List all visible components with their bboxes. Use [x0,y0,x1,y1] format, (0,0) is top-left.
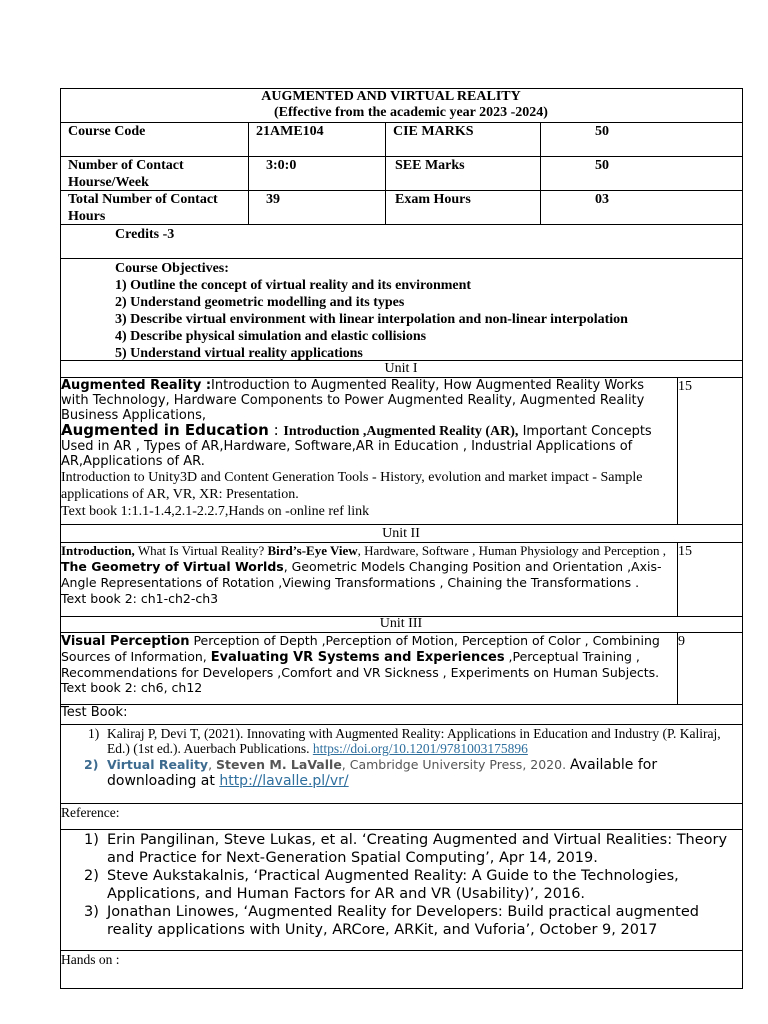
cie-marks-label: CIE MARKS [393,124,474,139]
reference-item: 2) Steve Aukstakalnis, ‘Practical Augmented Reality: A Guide to the Technologies, Applications, and Human Factors for AR and VR (Usability)’, 2016. [84,868,679,902]
total-contact-hours-label: Total Number of Contact Hours [68,192,218,224]
unit-1-heading: Augmented Reality : [61,378,212,393]
unit-3-textbook-ref: Text book 2: ch6, ch12 [61,680,203,695]
cie-marks-value: 50 [595,124,609,139]
unit-3-subheading: Evaluating VR Systems and Experiences [210,650,505,665]
unit-2-title: Unit II [382,526,420,541]
see-marks-label: SEE Marks [395,158,465,173]
textbook-item-1: 1) Kaliraj P, Devi T, (2021). Innovating with Augmented Reality: Applications in Education and Industry (P. Kaliraj, Ed.) (1st ed.). Auerbach Publications. https://doi.org/10.1201/9781003175896 [88,726,721,756]
unit-1-paragraph: Introduction to Unity3D and Content Generation Tools - History, evolution and market impact - Sample applications of AR, VR, XR: Presentation. [61,470,643,502]
exam-hours-value: 03 [595,192,609,207]
course-header [60,88,742,121]
doi-link[interactable]: https://doi.org/10.1201/9781003175896 [312,741,528,756]
objective-item: 3) Describe virtual environment with linear interpolation and non-linear interpolation [115,312,628,327]
reference-list [84,831,740,939]
unit-2-heading: Introduction, [61,543,135,558]
contact-hours-week-value: 3:0:0 [266,158,297,173]
textbook-heading: Test Book: [61,705,128,720]
unit-3-title: Unit III [379,616,423,631]
unit-1-paragraph: Augmented Reality :Introduction to Augmented Reality, How Augmented Reality Works with Technology, Hardware Components to Power Augmented Reality, Augmented Reality Business Applications, [61,378,645,423]
reference-heading: Reference: [61,805,120,820]
see-marks-value: 50 [595,158,609,173]
objective-item: 2) Understand geometric modelling and its types [115,295,405,310]
objectives-heading: Course Objectives: [115,261,229,276]
course-subtitle: (Effective from the academic year 2023 -2024) [274,105,548,120]
course-objectives [115,260,735,362]
hands-on-label: Hands on : [61,952,120,967]
unit-1-hours: 15 [678,379,692,394]
reference-item: 1) Erin Pangilinan, Steve Lukas, et al. ‘Creating Augmented and Virtual Realities: Theory and Practice for Next-Generation Spatial Computing’, Apr 14, 2019. [84,832,728,866]
objective-item: 4) Describe physical simulation and elastic collisions [115,329,427,344]
unit-1-content [61,378,675,520]
unit-3-paragraph: Visual Perception Perception of Depth ,Perception of Motion, Perception of Color , Combining Sources of Information, Evaluating VR Systems and Experiences ,Perceptual Training , Recommendations for Developers ,Comfort and VR Sickness , Experiments on Human Subjects. [61,633,660,680]
reference-item: 3) Jonathan Linowes, ‘Augmented Reality for Developers: Build practical augmented reality applications with Unity, ARCore, ARKit, and Vuforia’, October 9, 2017 [84,904,699,938]
unit-2-subheading: The Geometry of Virtual Worlds [61,559,284,574]
unit-1-subheading: Augmented in Education [61,421,269,439]
course-title: AUGMENTED AND VIRTUAL REALITY [261,89,521,104]
contact-hours-week-label: Number of Contact Hourse/Week [68,158,184,190]
unit-2-hours: 15 [678,544,692,559]
course-code-label: Course Code [68,124,146,139]
unit-3-content [61,633,675,695]
unit-3-heading: Visual Perception [61,634,190,649]
total-contact-hours-value: 39 [266,192,280,207]
credits: Credits -3 [115,227,175,242]
unit-2-textbook-ref: Text book 2: ch1-ch2-ch3 [61,591,219,606]
unit-3-hours: 9 [678,634,685,649]
unit-1-paragraph: Augmented in Education : Introduction ,Augmented Reality (AR), Important Concepts Used in AR , Types of AR,Hardware, Software,AR in Education , Industrial Applications of AR,Applications of AR. [61,421,652,469]
objective-item: 1) Outline the concept of virtual reality and its environment [115,278,472,293]
exam-hours-label: Exam Hours [395,192,471,207]
course-code-value: 21AME104 [256,124,324,139]
unit-2-content [61,543,675,606]
unit-1-title: Unit I [384,361,418,376]
objective-item: 5) Understand virtual reality applications [115,346,363,361]
lavalle-link[interactable]: http://lavalle.pl/vr/ [219,773,349,789]
textbook-item-2: 2) Virtual Reality, Steven M. LaValle, Cambridge University Press, 2020. Available for downloading at http://lavalle.pl/vr/ [84,757,658,789]
unit-1-textbook-ref: Text book 1:1.1-1.4,2.1-2.2.7,Hands on -online ref link [61,504,370,519]
unit-2-paragraph: Introduction, What Is Virtual Reality? Bird’s-Eye View, Hardware, Software , Human Physiology and Perception , The Geometry of Virtual Worlds, Geometric Models Changing Position and Orientation ,Axis-Angle Representations of Rotation ,Viewing Transformations , Chaining the Transformations . [61,543,666,590]
